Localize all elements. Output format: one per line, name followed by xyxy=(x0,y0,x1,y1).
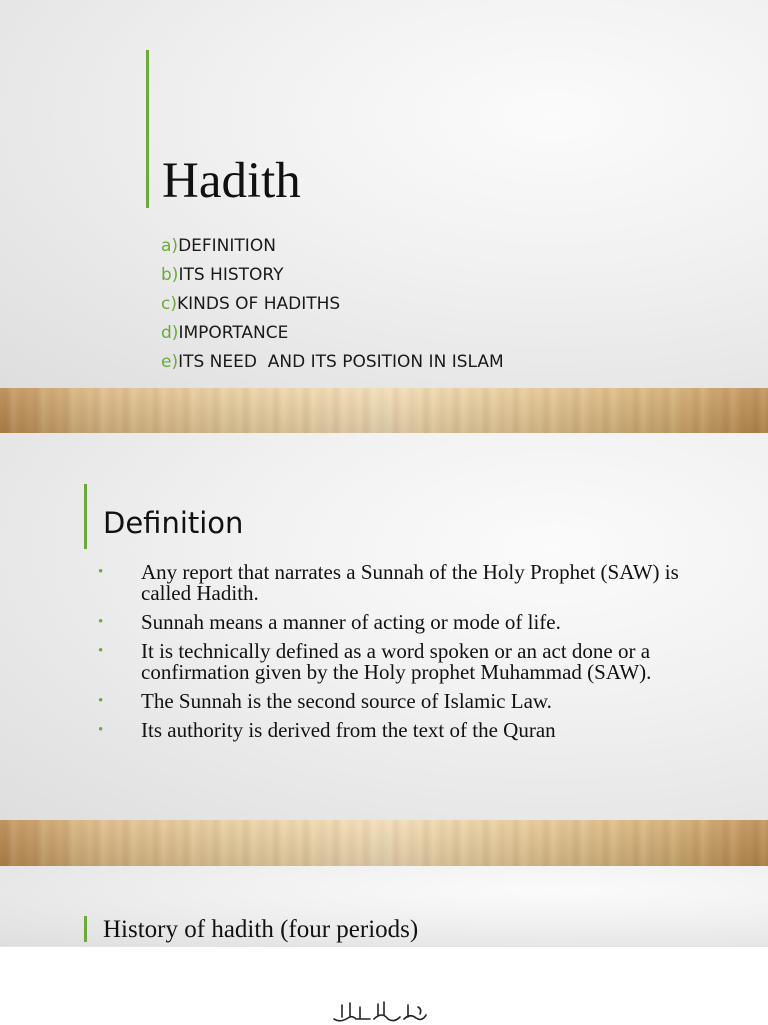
topic-text: KINDS OF HADITHS xyxy=(176,294,341,314)
bullet-item xyxy=(98,612,698,633)
topic-text: IMPORTANCE xyxy=(178,323,289,343)
topic-item xyxy=(161,263,504,292)
bismillah-calligraphy xyxy=(330,999,430,1025)
topic-item xyxy=(161,350,504,379)
bullet-item xyxy=(98,562,698,604)
slide-title: Definition xyxy=(103,506,244,540)
bullet-icon: • xyxy=(98,693,104,709)
slide-history xyxy=(0,866,768,946)
topic-item xyxy=(161,234,504,263)
bullet-item xyxy=(98,691,698,712)
topic-marker: c) xyxy=(161,294,177,314)
accent-bar xyxy=(146,50,149,208)
slide-hadith-overview xyxy=(0,0,768,388)
definition-list xyxy=(98,562,698,749)
bullet-icon: • xyxy=(98,564,104,580)
bullet-text: Any report that narrates a Sunnah of the Holy Prophet (SAW) is called Hadith. xyxy=(141,560,679,605)
topic-marker: d) xyxy=(161,323,179,343)
accent-bar xyxy=(84,916,87,942)
topic-marker: a) xyxy=(161,236,179,256)
bullet-item xyxy=(98,641,698,683)
topic-text: ITS NEED AND ITS POSITION IN ISLAM xyxy=(178,352,504,372)
accent-bar xyxy=(84,484,87,549)
slide-title: History of hadith (four periods) xyxy=(103,916,419,943)
bullet-icon: • xyxy=(98,614,104,630)
bullet-text: Sunnah means a manner of acting or mode of life. xyxy=(141,610,561,634)
bullet-icon: • xyxy=(98,643,104,659)
topic-item xyxy=(161,321,504,350)
bullet-icon: • xyxy=(98,722,104,738)
topic-marker: b) xyxy=(161,265,179,285)
topic-item xyxy=(161,292,504,321)
bullet-item xyxy=(98,720,698,741)
calligraphy-page xyxy=(0,946,768,1025)
bullet-text: The Sunnah is the second source of Islamic Law. xyxy=(141,689,552,713)
wood-divider xyxy=(0,388,768,433)
topic-text: DEFINITION xyxy=(178,236,276,256)
topic-text: ITS HISTORY xyxy=(178,265,284,285)
topic-marker: e) xyxy=(161,352,179,372)
topic-list xyxy=(161,234,504,379)
bullet-text: It is technically defined as a word spoken or an act done or a confirmation given by the Holy prophet Muhammad (SAW). xyxy=(141,639,652,684)
slide-title: Hadith xyxy=(162,153,301,209)
slide-definition xyxy=(0,433,768,820)
wood-divider xyxy=(0,820,768,866)
bullet-text: Its authority is derived from the text of the Quran xyxy=(141,718,556,742)
